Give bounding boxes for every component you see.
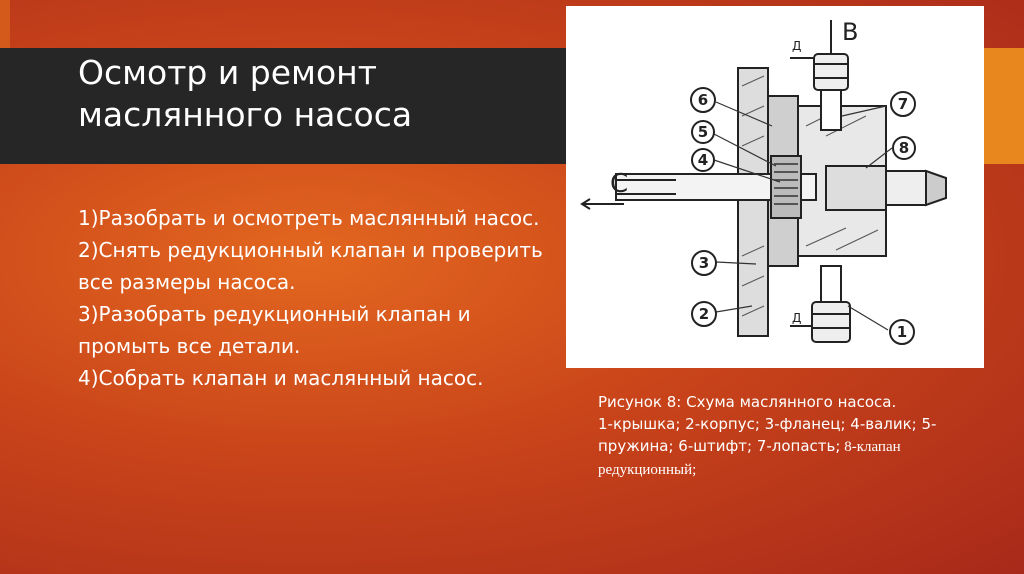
- figure-caption: [598, 391, 938, 481]
- oil-pump-diagram: [566, 6, 984, 368]
- label-8: 8: [898, 139, 910, 157]
- reducing-valve: [826, 166, 886, 210]
- label-2: 2: [698, 305, 710, 323]
- label-d-bottom: Д: [792, 311, 802, 325]
- label-6: 6: [697, 91, 709, 109]
- caption-legend-text: 1-крышка; 2-корпус; 3-фланец; 4-валик; 5-пружина; 6-штифт; 7-лопасть;: [598, 415, 937, 455]
- flange-block: [738, 68, 768, 336]
- step-3: 3)Разобрать редукционный клапан и промыть все детали.: [78, 302, 471, 358]
- caption-legend-tail: 8-клапан редукционный;: [598, 439, 901, 478]
- label-1: 1: [896, 323, 908, 341]
- label-b: B: [842, 18, 859, 46]
- corner-accent: [0, 0, 10, 48]
- title-line-1: Осмотр и ремонт: [78, 53, 377, 92]
- label-c: C: [610, 169, 629, 199]
- step-4: 4)Собрать клапан и маслянный насос.: [78, 366, 484, 390]
- caption-legend: [598, 413, 938, 481]
- top-fitting: [814, 54, 848, 90]
- slide-title: [78, 52, 538, 136]
- label-7: 7: [897, 95, 909, 113]
- title-line-2: маслянного насоса: [78, 95, 413, 134]
- label-4: 4: [697, 151, 709, 169]
- caption-title: Рисунок 8: Схума маслянного насоса.: [598, 393, 897, 411]
- step-1: 1)Разобрать и осмотреть маслянный насос.: [78, 206, 540, 230]
- bottom-fitting: [812, 302, 850, 342]
- title-band-accent: [984, 48, 1024, 164]
- step-2: 2)Снять редукционный клапан и проверить все размеры насоса.: [78, 238, 543, 294]
- oil-pump-drawing: [566, 6, 984, 368]
- steps-list: [78, 202, 558, 394]
- label-5: 5: [697, 123, 709, 141]
- label-d-top: Д: [792, 39, 802, 53]
- label-3: 3: [698, 254, 710, 272]
